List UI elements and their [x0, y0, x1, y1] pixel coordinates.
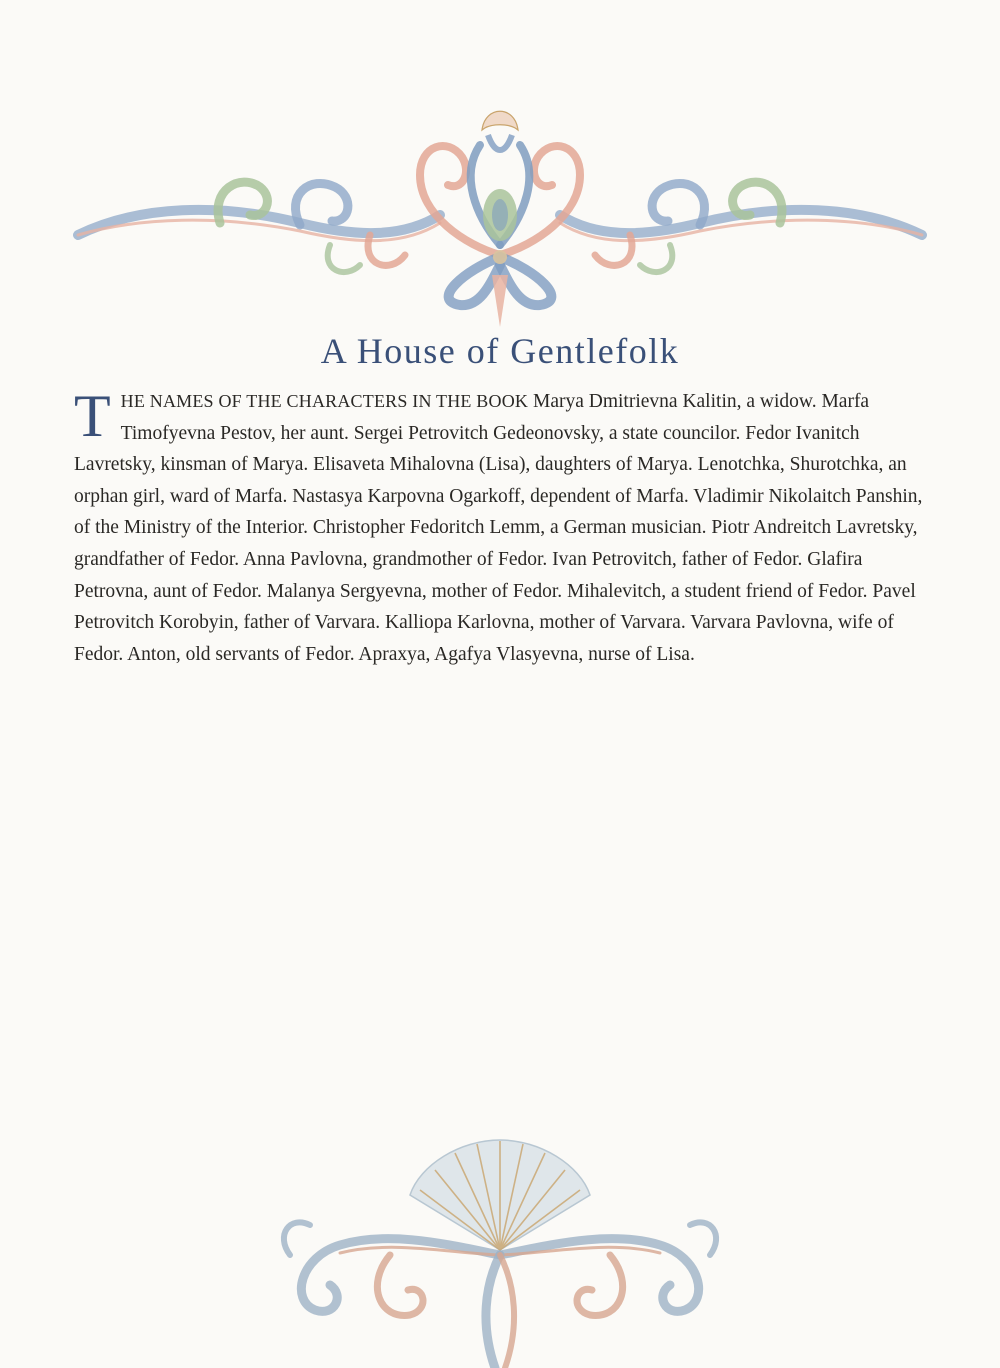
character-list-text: Marya Dmitrievna Kalitin, a widow. Marfa Timofyevna Pestov, her aunt. Sergei Petrovitch Gedeonovsky, a state councilor. Fedor Ivanitch Lavretsky, kinsman of Marya. Elisaveta Mihalovna (Lisa), daughters of Marya. Lenotchka, Shurotchka, an orphan girl, ward of Marfa. Nastasya Karpovna Ogarkoff, dependent of Marfa. Vladimir Nikolaitch Panshin, of the Ministry of the Interior. Christopher Fedoritch Lemm, a German musician. Piotr Andreitch Lavretsky, grandfather of Fedor. Anna Pavlovna, grandmother of Fedor. Ivan Petrovitch, father of Fedor. Glafira Petrovna, aunt of Fedor. Malanya Sergyevna, mother of Fedor. Mihalevitch, a student friend of Fedor. Pavel Petrovitch Korobyin, father of Varvara. Kalliopa Karlovna, mother of Varvara. Varvara Pavlovna, wife of Fedor. Anton, old servants of Fedor. Apraxya, Agafya Vlasyevna, nurse of Lisa.: [74, 391, 923, 665]
top-floral-ornament: [70, 95, 930, 335]
character-list-paragraph: [74, 383, 930, 670]
drop-cap: T: [74, 383, 111, 449]
bottom-shell-ornament: [270, 1135, 730, 1368]
page-title: A House of Gentlefolk: [320, 331, 680, 371]
section-heading-caps: HE NAMES OF THE CHARACTERS IN THE BOOK: [120, 391, 529, 411]
